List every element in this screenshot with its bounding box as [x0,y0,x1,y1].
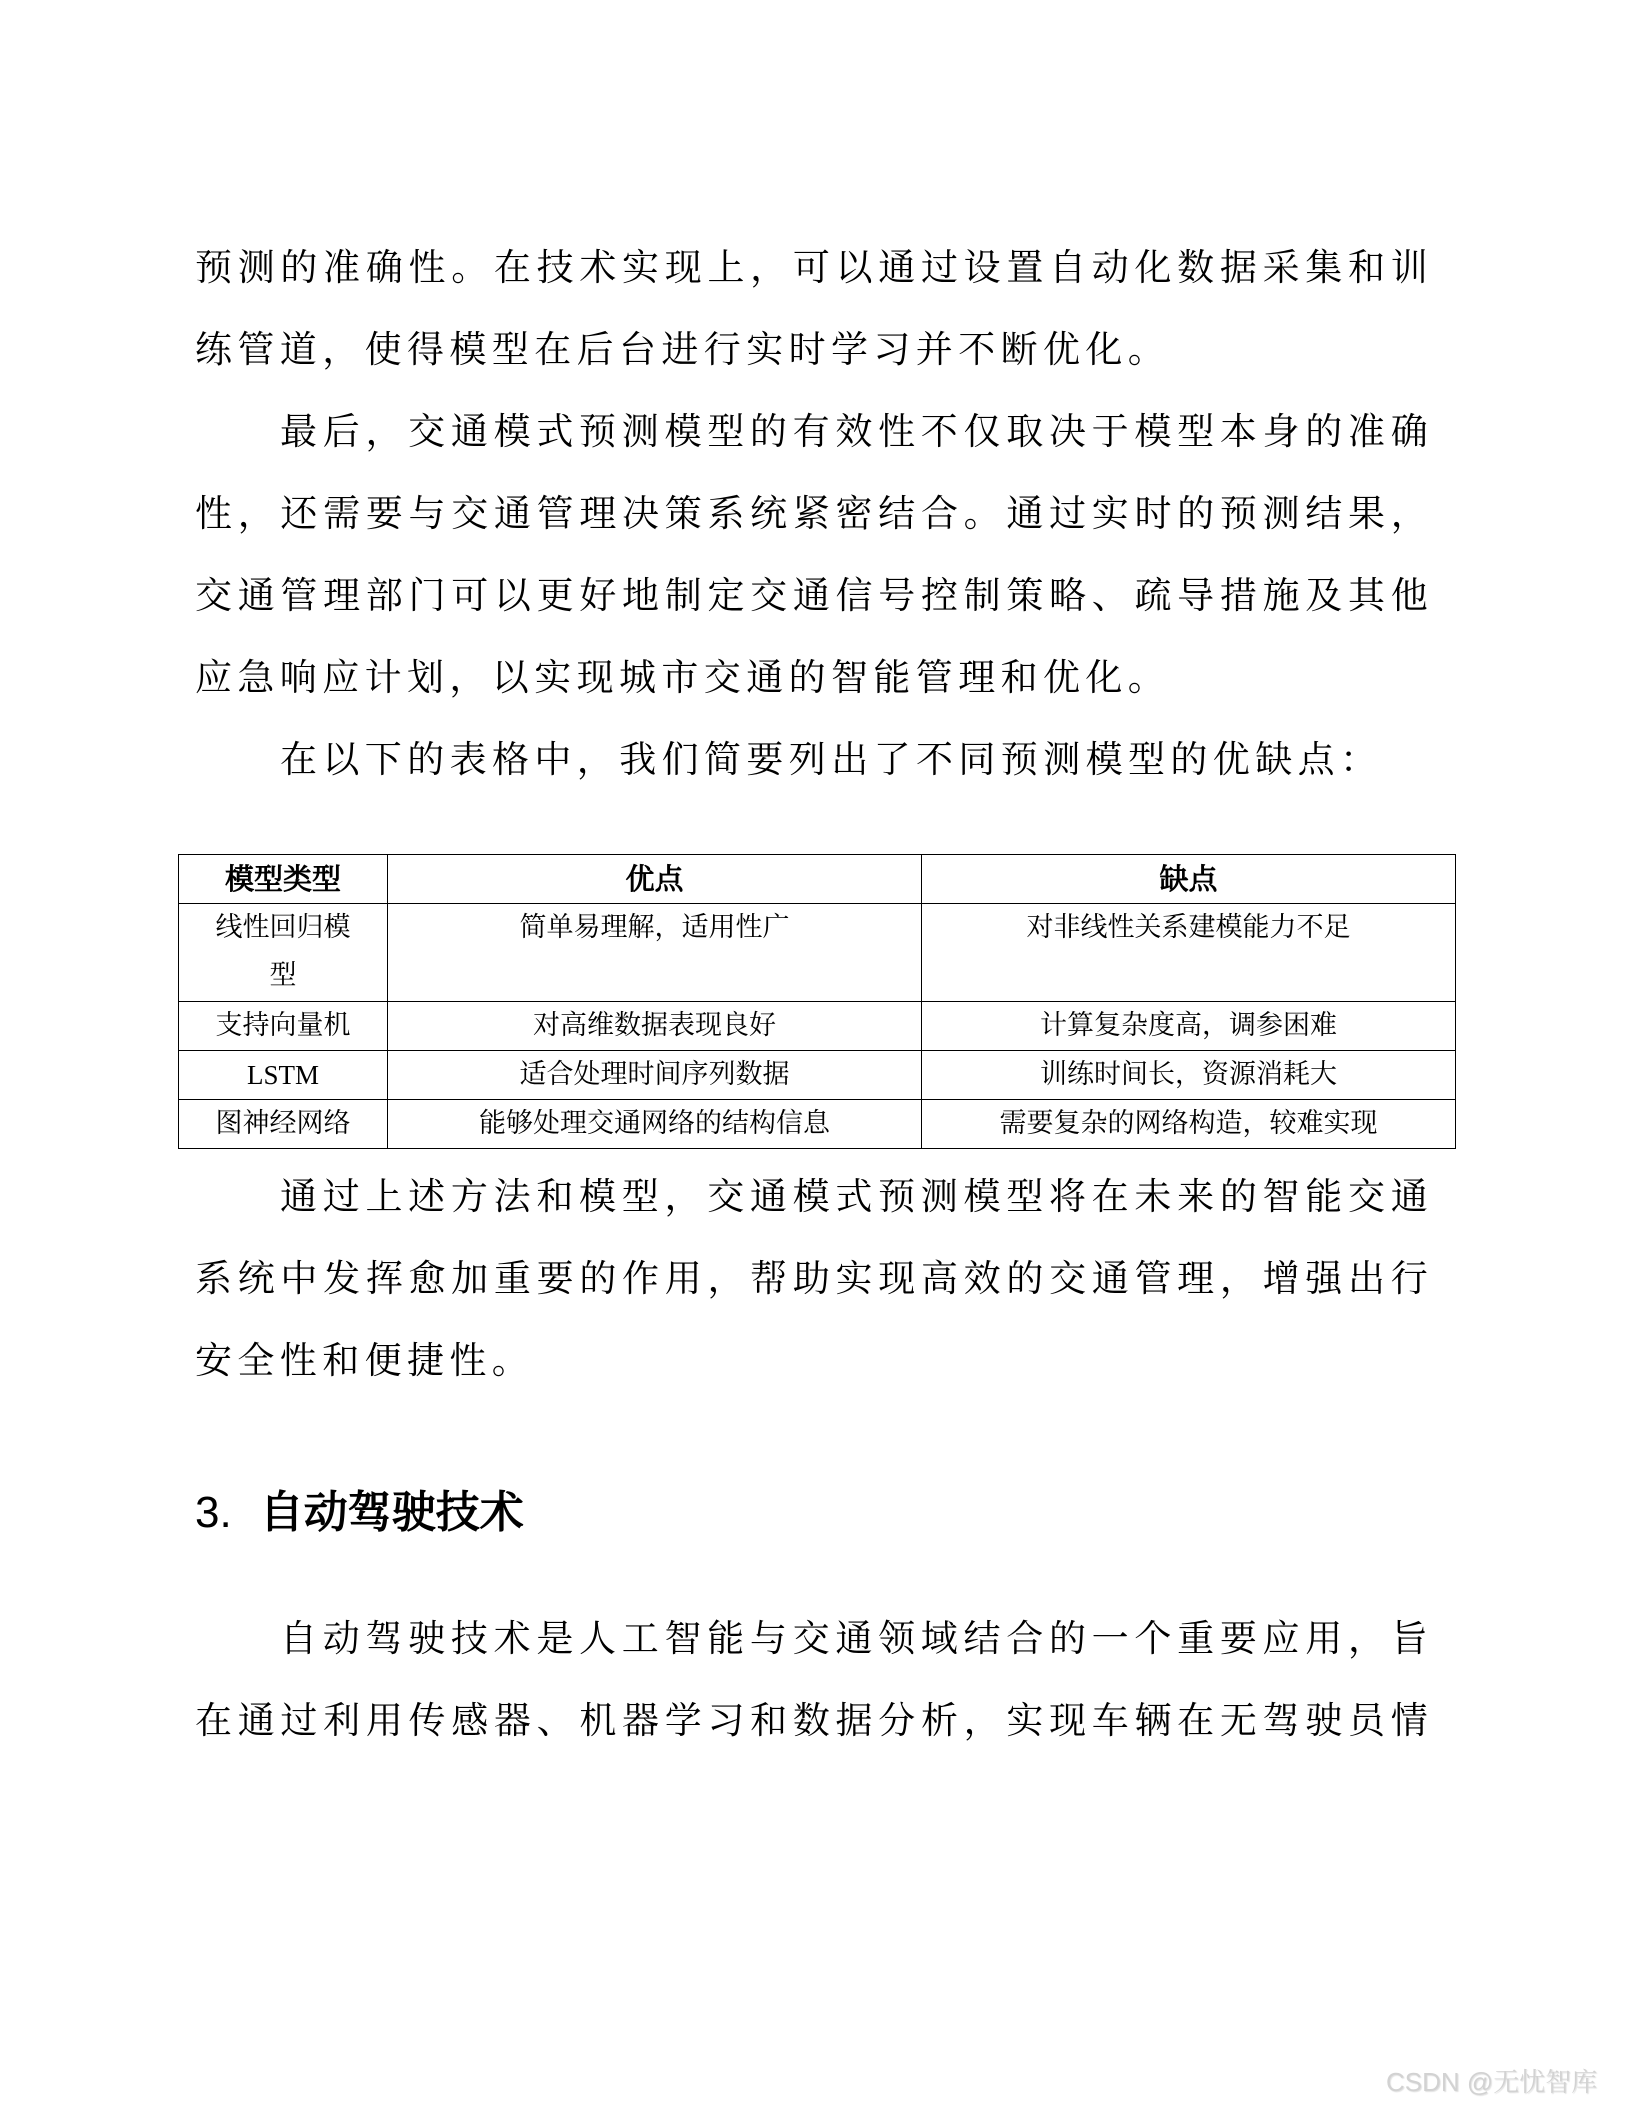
cell-cons: 计算复杂度高，调参困难 [922,1002,1456,1051]
cell-pros: 对高维数据表现良好 [388,1002,922,1051]
cell-model: LSTM [179,1051,388,1100]
cell-cons: 训练时间长，资源消耗大 [922,1051,1456,1100]
cell-pros: 能够处理交通网络的结构信息 [388,1100,922,1149]
paragraph-line: 在 通 过 利 用 传 感 器 、 机 器 学 习 和 数 据 分 析 ， 实 现 车 辆 在 无 驾 驶 员 情 [195,1699,1428,1742]
cell-cons: 对非线性关系建模能力不足 [922,904,1456,1002]
csdn-watermark: CSDN @无忧智库 [1386,2067,1598,2097]
table-row [179,904,1456,1002]
paragraph-line: 练管道，使得模型在后台进行实时学习并不断优化。 [195,328,1171,371]
paragraph-line: 最 后 ， 交 通 模 式 预 测 模 型 的 有 效 性 不 仅 取 决 于 模 型 本 身 的 准 确 [280,410,1428,453]
cell-pros: 适合处理时间序列数据 [388,1051,922,1100]
paragraph-line: 系 统 中 发 挥 愈 加 重 要 的 作 用 ， 帮 助 实 现 高 效 的 交 通 管 理 ， 增 强 出 行 [195,1257,1428,1300]
section-title: 自动驾驶技术 [259,1487,524,1538]
cell-pros: 简单易理解，适用性广 [388,904,922,1002]
cell-model-line: 线性回归模 [215,912,351,943]
model-comparison-table [178,854,1456,1149]
section-heading [195,1485,524,1541]
header-model-type: 模型类型 [179,855,388,904]
table-row [179,1051,1456,1100]
paragraph-line: 应急响应计划，以实现城市交通的智能管理和优化。 [195,656,1171,699]
paragraph-line: 在以下的表格中，我们简要列出了不同预测模型的优缺点： [280,738,1383,781]
table-row [179,1002,1456,1051]
table-row [179,1100,1456,1149]
cell-model: 图神经网络 [179,1100,388,1149]
header-cons: 缺点 [922,855,1456,904]
paragraph-line: 自 动 驾 驶 技 术 是 人 工 智 能 与 交 通 领 域 结 合 的 一 个 重 要 应 用 ， 旨 [280,1617,1428,1660]
paragraph-line: 预 测 的 准 确 性 。 在 技 术 实 现 上 ， 可 以 通 过 设 置 自 动 化 数 据 采 集 和 训 [195,246,1428,289]
header-pros: 优点 [388,855,922,904]
cell-model-line: 型 [269,960,297,991]
section-number: 3. [195,1488,232,1537]
paragraph-line: 性 ， 还 需 要 与 交 通 管 理 决 策 系 统 紧 密 结 合 。 通 过 实 时 的 预 测 结 果 ， [195,492,1428,535]
cell-model [179,904,388,1002]
cell-cons: 需要复杂的网络构造，较难实现 [922,1100,1456,1149]
paragraph-line: 通 过 上 述 方 法 和 模 型 ， 交 通 模 式 预 测 模 型 将 在 未 来 的 智 能 交 通 [280,1175,1428,1218]
table-header-row [179,855,1456,904]
paragraph-line: 交 通 管 理 部 门 可 以 更 好 地 制 定 交 通 信 号 控 制 策 略 、 疏 导 措 施 及 其 他 [195,574,1428,617]
cell-model: 支持向量机 [179,1002,388,1051]
paragraph-line: 安全性和便捷性。 [195,1339,535,1382]
